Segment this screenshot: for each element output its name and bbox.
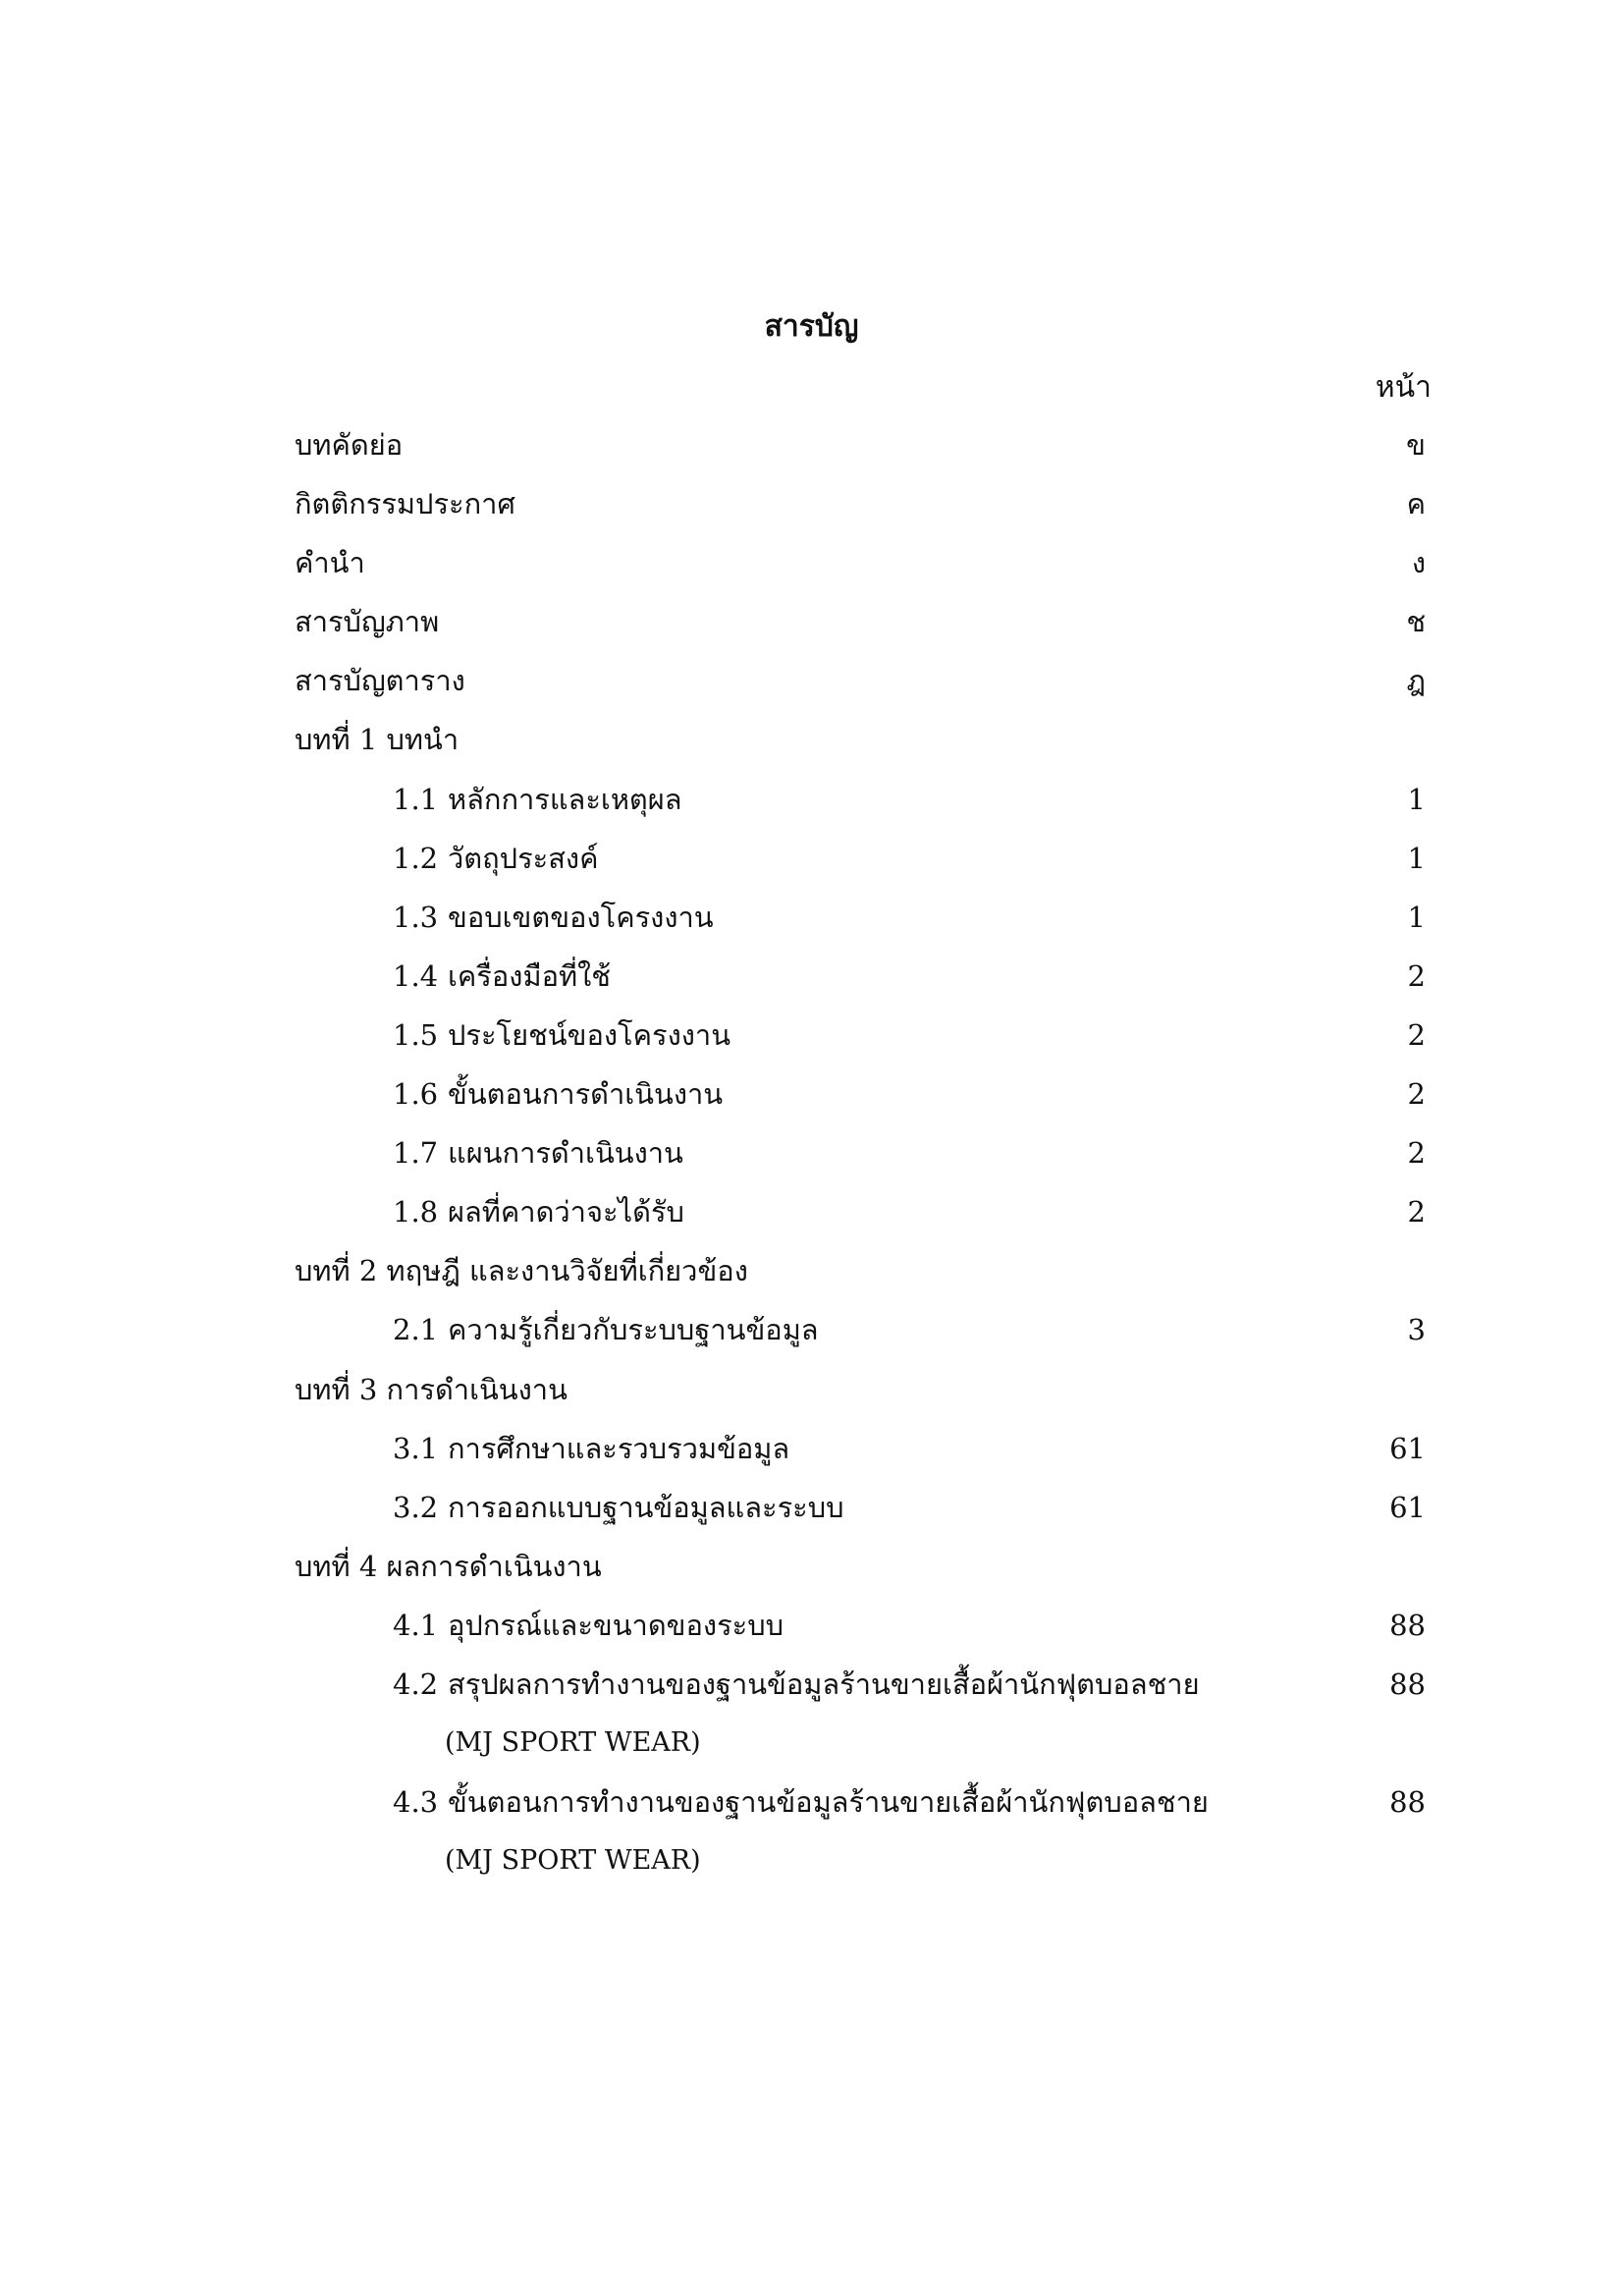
toc-entry: [295, 420, 1435, 479]
section-number: 3.1: [393, 1431, 439, 1465]
toc-entry-page: 2: [1407, 1017, 1426, 1052]
toc-subentry-label: [393, 1483, 844, 1532]
toc-entry-page: ข: [1406, 428, 1426, 462]
toc-chapter-heading: [295, 1246, 1435, 1305]
page-column-header: หน้า: [1375, 370, 1432, 405]
section-number: 4.3: [393, 1785, 439, 1820]
section-number: 1.1: [393, 782, 439, 816]
toc-subentry-label: [393, 834, 599, 883]
toc-entry-page: ฎ: [1406, 664, 1426, 698]
toc-subentry: [295, 1128, 1435, 1187]
toc-continuation-text: (MJ SPORT WEAR): [445, 1845, 701, 1877]
toc-entry-label: สารบัญตาราง: [295, 664, 465, 698]
toc-subentry: [295, 1601, 1435, 1660]
toc-subentry-label: [393, 1424, 789, 1473]
section-number: 1.8: [393, 1195, 439, 1230]
section-title: ขั้นตอนการดำเนินงาน: [448, 1077, 724, 1112]
toc-subentry-label: [393, 952, 611, 1001]
section-title: เครื่องมือที่ใช้: [448, 958, 611, 993]
toc-chapter-label: บทที่ 4 ผลการดำเนินงาน: [295, 1549, 602, 1583]
toc-subentry-label: [393, 1305, 819, 1354]
section-number: 1.5: [393, 1017, 439, 1052]
toc-entry: [295, 656, 1435, 715]
section-number: 4.2: [393, 1667, 439, 1701]
toc-entry-page: 2: [1407, 1077, 1426, 1112]
section-title: อุปกรณ์และขนาดของระบบ: [448, 1608, 784, 1642]
toc-subentry: [295, 1305, 1435, 1364]
toc-subentry-label: [393, 1660, 1200, 1709]
toc-subentry-label: [393, 1011, 730, 1060]
toc-subentry: [295, 775, 1435, 834]
toc-entry-label: บทคัดย่อ: [295, 428, 404, 462]
toc-subentry-label: [393, 1069, 723, 1119]
toc-entry-page: 88: [1389, 1608, 1426, 1642]
section-title: สรุปผลการทำงานของฐานข้อมูลร้านขายเสื้อผ้านักฟุตบอลชาย: [448, 1667, 1200, 1701]
toc-subentry-label: [393, 775, 682, 824]
section-title: ขอบเขตของโครงงาน: [448, 900, 714, 934]
section-number: 1.2: [393, 841, 439, 875]
section-title: ขั้นตอนการทำงานของฐานข้อมูลร้านขายเสื้อผ้านักฟุตบอลชาย: [448, 1785, 1209, 1820]
toc-entry: [295, 479, 1435, 538]
toc-chapter-label: บทที่ 2 ทฤษฎี และงานวิจัยที่เกี่ยวข้อง: [295, 1254, 748, 1288]
toc-entry-page: 3: [1407, 1313, 1426, 1347]
toc-entry-page: ค: [1406, 487, 1426, 521]
toc-subentry-label: [393, 1187, 684, 1236]
toc-subentry-label: [393, 1128, 683, 1177]
section-number: 1.7: [393, 1136, 439, 1171]
toc-entry-label: คำนำ: [295, 546, 365, 580]
toc-continuation-line: [295, 1719, 1435, 1777]
toc-entry-page: 1: [1407, 841, 1426, 875]
toc-subentry: [295, 834, 1435, 893]
section-number: 1.4: [393, 958, 439, 993]
toc-chapter-heading: [295, 715, 1435, 774]
toc-entry-page: 88: [1389, 1785, 1426, 1820]
section-title: การศึกษาและรวบรวมข้อมูล: [448, 1431, 790, 1465]
table-of-contents: [295, 420, 1435, 1895]
section-title: หลักการและเหตุผล: [448, 782, 682, 816]
page-title: สารบัญ: [764, 309, 859, 344]
toc-continuation-line: [295, 1836, 1435, 1895]
section-title: วัตถุประสงค์: [448, 841, 599, 875]
section-number: 4.1: [393, 1608, 439, 1642]
toc-entry-page: ง: [1411, 546, 1426, 580]
toc-subentry: [295, 1660, 1435, 1719]
section-title: ประโยชน์ของโครงงาน: [448, 1017, 731, 1052]
toc-subentry: [295, 1424, 1435, 1483]
toc-subentry: [295, 1069, 1435, 1128]
toc-entry: [295, 597, 1435, 656]
toc-entry-page: 61: [1389, 1431, 1426, 1465]
section-number: 3.2: [393, 1490, 439, 1524]
toc-subentry: [295, 1777, 1435, 1836]
toc-subentry: [295, 1011, 1435, 1069]
toc-entry-page: 88: [1389, 1667, 1426, 1701]
toc-chapter-label: บทที่ 1 บทนำ: [295, 723, 460, 757]
toc-subentry-label: [393, 1601, 784, 1650]
toc-entry-page: 2: [1407, 1195, 1426, 1230]
section-title: ผลที่คาดว่าจะได้รับ: [448, 1195, 684, 1230]
toc-subentry: [295, 952, 1435, 1011]
section-title: การออกแบบฐานข้อมูลและระบบ: [448, 1490, 844, 1524]
toc-entry-page: 1: [1407, 782, 1426, 816]
section-number: 2.1: [393, 1313, 439, 1347]
toc-entry: [295, 538, 1435, 597]
toc-entry-page: 1: [1407, 900, 1426, 934]
toc-subentry-label: [393, 893, 714, 942]
toc-subentry: [295, 1483, 1435, 1542]
toc-chapter-label: บทที่ 3 การดำเนินงาน: [295, 1372, 568, 1406]
toc-entry-page: 2: [1407, 958, 1426, 993]
toc-subentry: [295, 1187, 1435, 1246]
toc-entry-label: กิตติกรรมประกาศ: [295, 487, 515, 521]
toc-entry-page: ช: [1406, 605, 1426, 639]
section-title: แผนการดำเนินงาน: [448, 1136, 683, 1171]
toc-entry-label: สารบัญภาพ: [295, 605, 440, 639]
toc-subentry-label: [393, 1777, 1209, 1827]
toc-chapter-heading: [295, 1365, 1435, 1424]
toc-entry-page: 61: [1389, 1490, 1426, 1524]
section-number: 1.6: [393, 1077, 439, 1112]
section-title: ความรู้เกี่ยวกับระบบฐานข้อมูล: [448, 1313, 819, 1347]
toc-subentry: [295, 893, 1435, 952]
toc-chapter-heading: [295, 1542, 1435, 1601]
section-number: 1.3: [393, 900, 439, 934]
toc-continuation-text: (MJ SPORT WEAR): [445, 1727, 701, 1759]
toc-entry-page: 2: [1407, 1136, 1426, 1171]
